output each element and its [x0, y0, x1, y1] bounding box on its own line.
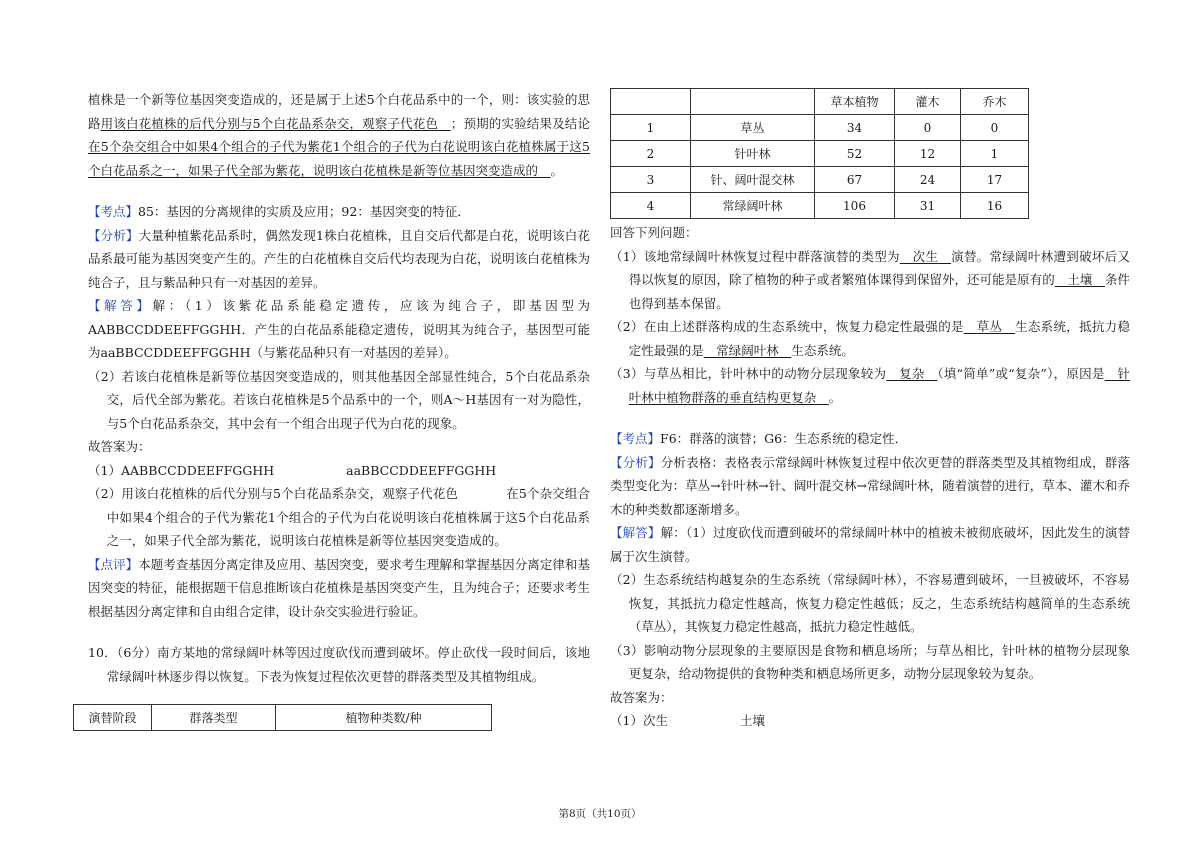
- table-cell: 17: [961, 167, 1029, 193]
- answer-value: aaBBCCDDEEFFGGHH: [346, 462, 497, 478]
- answer-underline: 常绿阔叶林: [716, 342, 779, 358]
- answer-1: [610, 709, 1130, 733]
- answer-value: （2）用该白花植株的后代分别与5个白花品系杂交，观察子代花色: [88, 486, 459, 501]
- table-cell: 67: [815, 167, 895, 193]
- table-cell: 4: [611, 193, 691, 219]
- left-column: [88, 88, 590, 688]
- answer-underline: 针叶林中植物群落的垂直结构更复杂: [628, 366, 1130, 405]
- table-cell: 草本植物: [815, 89, 895, 115]
- table-cell: 乔木: [961, 89, 1029, 115]
- jieda-tag: 【解答】: [610, 525, 661, 540]
- q-text: （2）在由上述群落构成的生态系统中，恢复力稳定性最强的是: [610, 319, 964, 334]
- table-cell: 1: [961, 141, 1029, 167]
- answer-prefix: （1）: [610, 713, 643, 728]
- fenxi-tag: 【分析】: [88, 227, 139, 243]
- cont-text: ；预期的实验结果及结论: [450, 115, 590, 131]
- table-cell: 16: [961, 193, 1029, 219]
- table-row: [611, 141, 1029, 167]
- cont-text: 植株是一个新等位基因突变造成的，还是属于上述5个白花品系中的一个，则：该实验的思路: [88, 92, 590, 131]
- answer-2: [88, 482, 590, 553]
- table-header-cell: 群落类型: [152, 705, 276, 731]
- table-cell: 52: [815, 141, 895, 167]
- table-cell: 3: [611, 167, 691, 193]
- fenxi-text: 分析表格：表格表示常绿阔叶林恢复过程中依次更替的群落类型及其植物组成，群落类型变化为：草丛→针叶林→针、阔叶混交林→常绿阔叶林，随着演替的进行，草本、灌木和乔木的种类数都逐渐增多。: [610, 454, 1130, 517]
- table-cell: 0: [895, 115, 961, 141]
- question-3: [610, 362, 1130, 409]
- dianping-text: 本题考查基因分离定律及应用、基因突变，要求考生理解和掌握基因分离定律和基因突变的特征，能根据题干信息推断该白花植株是基因突变产生，且为纯合子；还要求考生根据基因分离定律和自由组合定律，设计杂交实验进行验证。: [88, 556, 590, 619]
- table-row: [611, 167, 1029, 193]
- table-cell: 24: [895, 167, 961, 193]
- answer-1: [88, 459, 590, 483]
- page-footer: 第8页（共10页）: [558, 808, 642, 820]
- q-text: （3）与草丛相比，针叶林中的动物分层现象较为: [610, 366, 887, 381]
- answer-label: 故答案为：: [88, 439, 151, 454]
- continuation-paragraph: [88, 88, 590, 182]
- answer-prefix: （1）: [88, 462, 121, 478]
- jieda-text: （2）生态系统结构越复杂的生态系统（常绿阔叶林），不容易遭到破坏，一旦被破坏，不容易恢复，其抵抗力稳定性越高，恢复力稳定性越低；反之，生态系统结构越简单的生态系统（草丛），其恢复力稳定性越高，抵抗力稳定性越低。: [610, 572, 1130, 634]
- question-10: 10．（6分）南方某地的常绿阔叶林等因过度砍伐而遭到破坏。停止砍伐一段时间后，该地常绿阔叶林逐步得以恢复。下表为恢复过程依次更替的群落类型及其植物组成。: [88, 645, 590, 684]
- jieda-text: 解：（1）该紫花品系能稳定遗传，应该为纯合子，即基因型为AABBCCDDEEFFGGHH．产生的白花品系能稳定遗传，说明其为纯合子，基因型可能为aaBBCCDDEEFFGGHH（与紫花品种只有一对基因的差异）。: [88, 298, 590, 360]
- jieda-text: （3）影响动物分层现象的主要原因是食物和栖息场所；与草丛相比，针叶林的植物分层现象更复杂，给动物提供的食物种类和栖息场所更多，动物分层现象较为复杂。: [610, 642, 1130, 681]
- table-cell: [691, 89, 815, 115]
- answer-underline: 复杂: [899, 366, 925, 381]
- table-cell: 2: [611, 141, 691, 167]
- table-row: [611, 89, 1029, 115]
- q-text: 生态系统。: [791, 342, 854, 358]
- right-column: [610, 88, 1130, 733]
- kaodian-tag: 【考点】: [610, 431, 661, 446]
- fenxi-tag: 【分析】: [610, 454, 661, 470]
- jieda-section: [610, 521, 1130, 568]
- answer-underline: 用该白花植株的后代分别与5个白花品系杂交，观察子代花色: [100, 115, 439, 131]
- jieda-section: [88, 294, 590, 365]
- succession-table-header: [73, 704, 492, 731]
- table-cell: 31: [895, 193, 961, 219]
- q-text: 条件也得到基本保留。: [628, 272, 1130, 311]
- answer-label: 故答案为：: [610, 689, 673, 705]
- table-cell: 灌木: [895, 89, 961, 115]
- dianping-section: [88, 553, 590, 624]
- table-cell: 106: [815, 193, 895, 219]
- jieda-text: 解：（1）过度砍伐而遭到破坏的常绿阔叶林中的植被未被彻底破坏，因此发生的演替属于次生演替。: [610, 525, 1130, 564]
- table-cell: [611, 89, 691, 115]
- answer-value: AABBCCDDEEFFGGHH: [120, 462, 275, 478]
- ask-text: 回答下列问题：: [610, 225, 698, 240]
- table-header-cell: 植物种类数/种: [276, 705, 492, 731]
- table-row: [611, 193, 1029, 219]
- table-cell: 34: [815, 115, 895, 141]
- q-text: 。: [828, 389, 842, 405]
- kaodian-tag: 【考点】: [88, 204, 139, 219]
- answer-underline: 草丛: [976, 319, 1003, 334]
- fenxi-text: 大量种植紫花品系时，偶然发现1株白花植株，且自交后代都是白花，说明该白花品系最可能为基因突变产生的。产生的白花植株自交后代均表现为白花，说明该白花植株为纯合子，且与紫品种只有一对基因的差异。: [88, 227, 590, 290]
- table-cell: 12: [895, 141, 961, 167]
- kaodian-section: [610, 427, 1130, 451]
- cont-text: 。: [550, 162, 564, 178]
- answer-value: 在5个杂交组合中如果4个组合的子代为紫花1个组合的子代为白花说明该白花植株属于这5个白花品系之一，如果子代全部为紫花，说明该白花植株是新等位基因突变造成的。: [106, 486, 590, 548]
- kaodian-section: [88, 200, 590, 224]
- kaodian-text: 85：基因的分离规律的实质及应用；92：基因突变的特征．: [138, 204, 470, 219]
- answer-value: 土壤: [739, 713, 765, 728]
- answer-underline: 土壤: [1067, 272, 1093, 287]
- table-cell: 1: [611, 115, 691, 141]
- jieda-text: （2）若该白花植株是新等位基因突变造成的，则其他基因全部显性纯合，5个白花品系杂交，后代全部为紫花。若该白花植株是5个品系中的一个，则A～H基因有一对为隐性，与5个白花品系杂交，其中会有一个组合出现子代为白花的现象。: [88, 368, 590, 431]
- table-cell: 针叶林: [691, 141, 815, 167]
- question-1: [610, 245, 1130, 316]
- answer-underline: 次生: [912, 248, 939, 264]
- table-row: [611, 115, 1029, 141]
- question-2: [610, 315, 1130, 362]
- fenxi-section: [88, 224, 590, 295]
- dianping-tag: 【点评】: [88, 556, 139, 572]
- q-text: 演替。常绿阔叶林遭到破坏后又得以恢复的原因，除了植物的种子或者繁殖体课得到保留外，还可能是原有的: [628, 248, 1130, 287]
- q-text: （1）该地常绿阔叶林恢复过程中群落演替的类型为: [610, 248, 900, 264]
- answer-underline: 在5个杂交组合中如果4个组合的子代为紫花1个组合的子代为白花说明该白花植株属于这5个白花品系之一，如果子代全部为紫花，说明该白花植株是新等位基因突变造成的: [88, 139, 590, 178]
- table-cell: 草丛: [691, 115, 815, 141]
- succession-table: [610, 88, 1029, 219]
- answer-value: 次生: [642, 713, 668, 728]
- jieda-tag: 【解答】: [88, 298, 153, 313]
- fenxi-section: [610, 451, 1130, 522]
- q-text: （填“简单”或“复杂”），原因是: [937, 366, 1105, 381]
- table-cell: 常绿阔叶林: [691, 193, 815, 219]
- table-header-cell: 演替阶段: [74, 705, 152, 731]
- table-cell: 0: [961, 115, 1029, 141]
- table-cell: 针、阔叶混交林: [691, 167, 815, 193]
- kaodian-text: F6：群落的演替；G6：生态系统的稳定性．: [660, 431, 908, 446]
- q-text: 生态系统，抵抗力稳定性最强的是: [628, 319, 1130, 358]
